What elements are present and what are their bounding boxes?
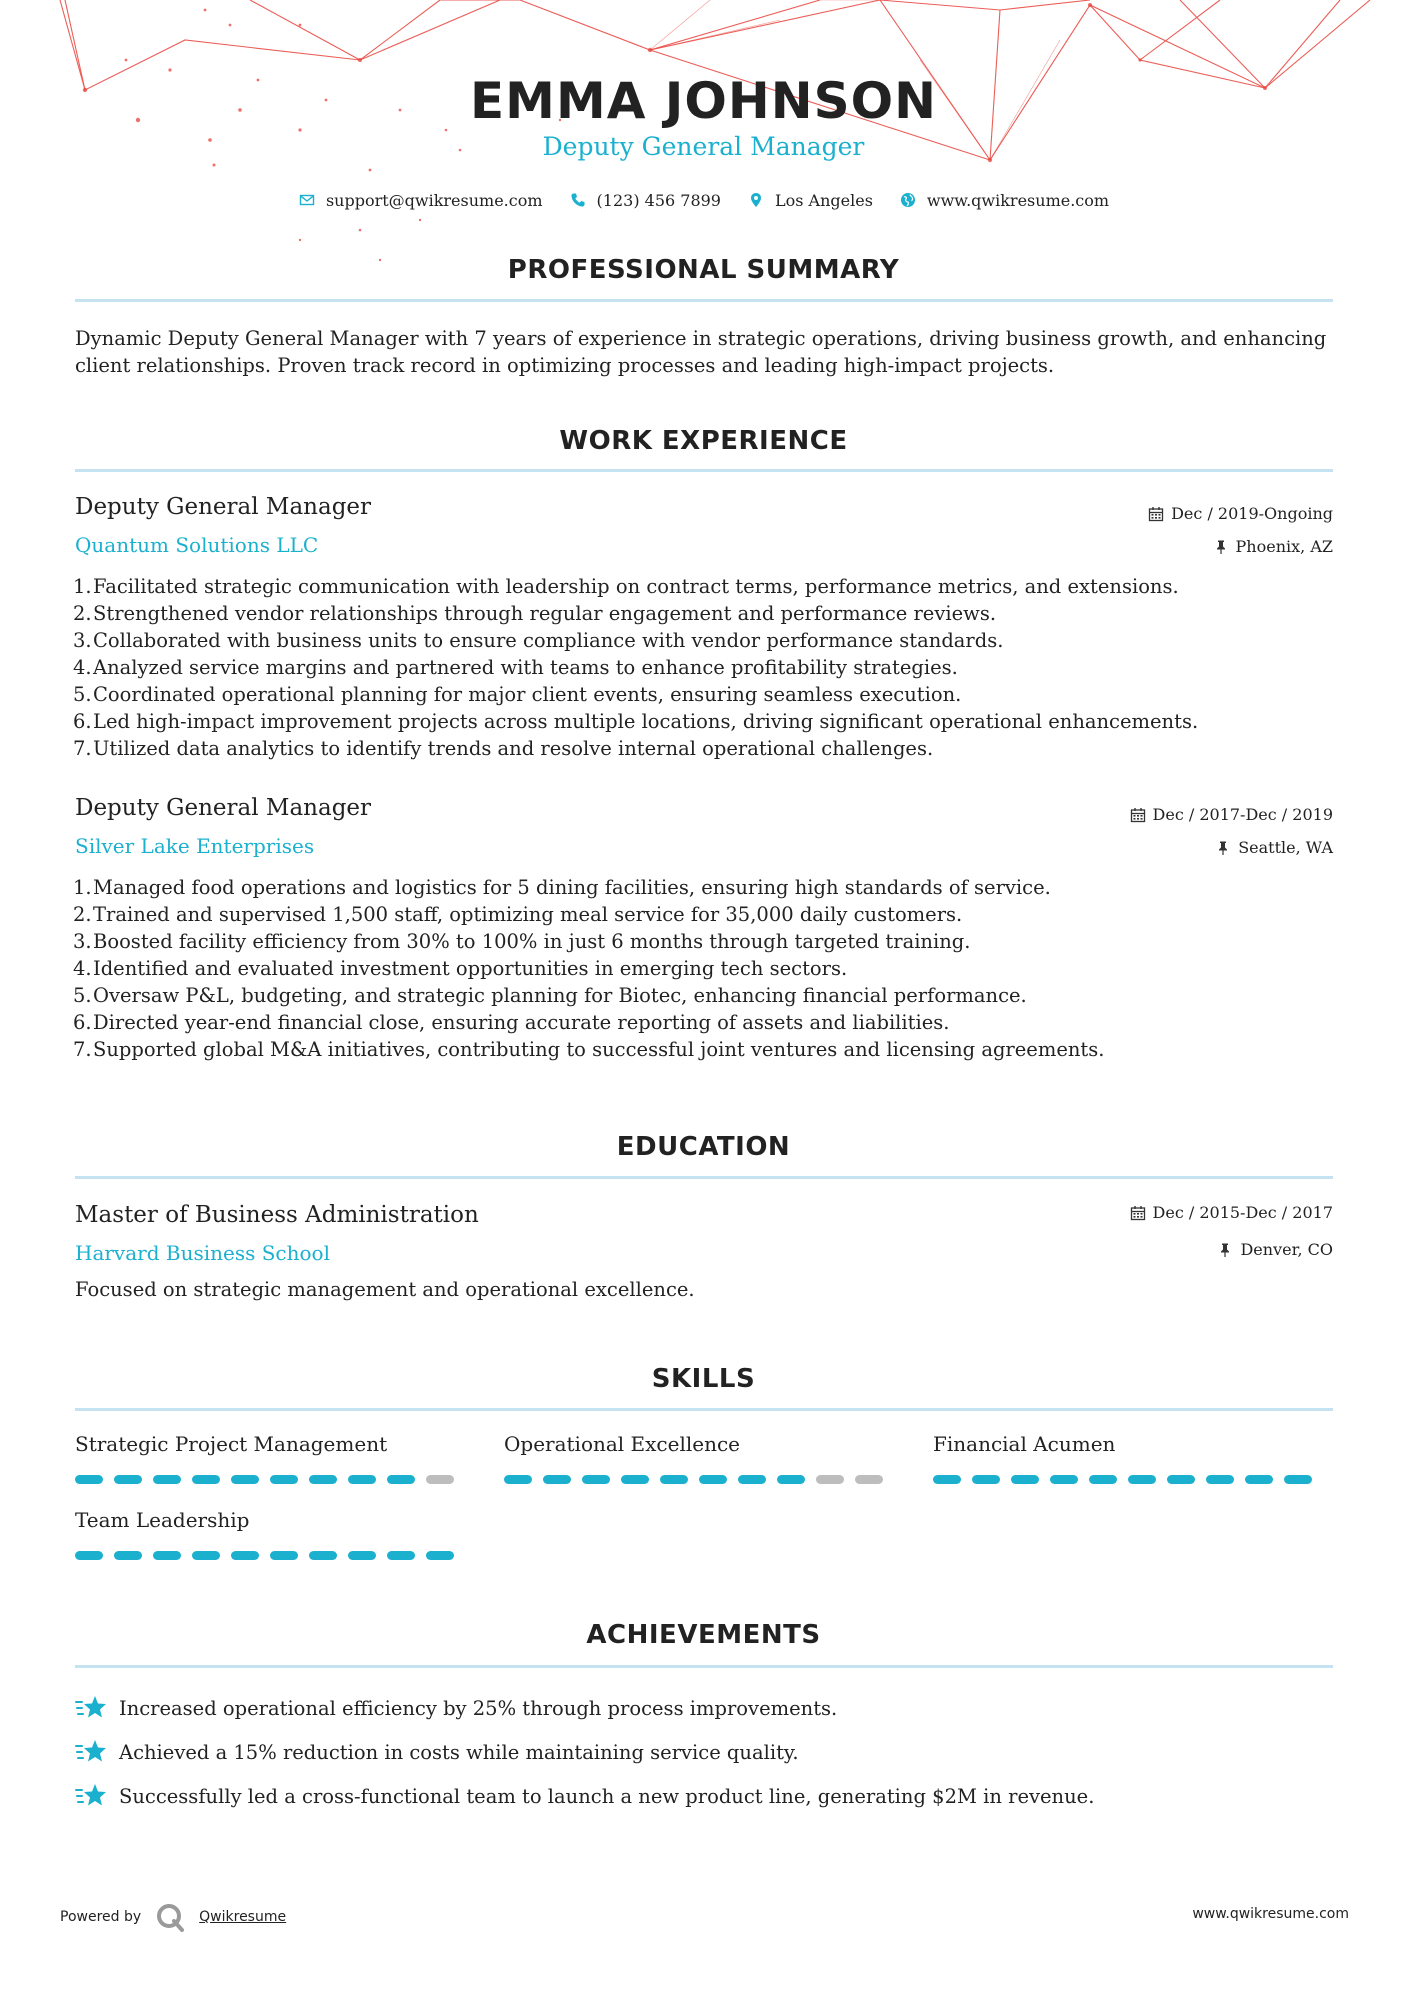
job-2-dates-text: Dec / 2017-Dec / 2019 [1152,805,1333,824]
calendar-icon [1148,506,1164,522]
map-marker-icon [747,191,765,209]
contact-bar [0,188,1407,212]
list-item: 4.Analyzed service margins and partnered with teams to enhance profitability strategies. [73,656,958,679]
pushpin-icon [1217,1242,1233,1258]
skill-segment-filled [777,1475,805,1484]
star-icon [75,1781,107,1811]
skill-name: Financial Acumen [933,1432,1116,1456]
skill-level-bar [75,1475,454,1484]
list-item: 6.Led high-impact improvement projects across multiple locations, driving significant operational enhancements. [73,710,1199,733]
achievement-item [75,1781,1094,1811]
qwikresume-logo-icon [155,1902,185,1932]
summary-text: Dynamic Deputy General Manager with 7 years of experience in strategic operations, driving business growth, and enhancing client relationships. Proven track record in optimizing processes and leading high-impact projects. [75,327,1327,377]
list-item: 1.Managed food operations and logistics for 5 dining facilities, ensuring high standards of service. [73,876,1051,899]
skill-segment-filled [543,1475,571,1484]
education-degree: Master of Business Administration [75,1202,479,1228]
list-item: 3.Boosted facility efficiency from 30% to 100% in just 6 months through targeted training. [73,930,971,953]
skill-name: Operational Excellence [504,1432,741,1456]
skill-segment-filled [387,1475,415,1484]
skill-segment-filled [270,1551,298,1560]
star-icon [75,1737,107,1767]
education-heading: EDUCATION [616,1132,791,1162]
contact-phone[interactable] [569,191,721,210]
education-school: Harvard Business School [75,1241,330,1265]
job-1-dates [1148,504,1333,523]
footer-branding [60,1902,286,1932]
skill-segment-filled [1167,1475,1195,1484]
pushpin-icon [1213,539,1229,555]
globe-icon [899,191,917,209]
skill-segment-filled [270,1475,298,1484]
job-1-dates-text: Dec / 2019-Ongoing [1171,504,1333,523]
skill-segment-filled [153,1551,181,1560]
skill-segment-filled [192,1551,220,1560]
contact-phone-text: (123) 456 7899 [596,190,721,210]
list-item: 5.Oversaw P&L, budgeting, and strategic planning for Biotec, enhancing financial performance. [73,984,1027,1007]
education-dates [1130,1203,1333,1222]
skill-segment-filled [738,1475,766,1484]
skill-segment-filled [309,1475,337,1484]
phone-icon [569,191,587,209]
summary-divider [75,299,1333,302]
calendar-icon [1130,1205,1146,1221]
footer-url[interactable]: www.qwikresume.com [1192,1906,1349,1922]
candidate-name: EMMA JOHNSON [470,72,937,130]
qwikresume-link[interactable]: Qwikresume [199,1909,287,1925]
skill-item [75,1432,455,1456]
skill-segment-filled [1089,1475,1117,1484]
pushpin-icon [1215,840,1231,856]
skill-name: Team Leadership [75,1508,250,1532]
skill-segment-filled [114,1475,142,1484]
education-description: Focused on strategic management and operational excellence. [75,1278,695,1301]
skill-segment-filled [621,1475,649,1484]
contact-website[interactable] [899,191,1109,210]
job-2-location-text: Seattle, WA [1238,838,1333,857]
skill-segment-filled [582,1475,610,1484]
powered-by-label: Powered by [60,1909,142,1925]
skill-segment-filled [387,1551,415,1560]
achievements-heading: ACHIEVEMENTS [586,1620,821,1650]
skill-segment-empty [816,1475,844,1484]
list-item: 7.Supported global M&A initiatives, contributing to successful joint ventures and licensing agreements. [73,1038,1105,1061]
skill-name: Strategic Project Management [75,1432,388,1456]
calendar-icon [1130,807,1146,823]
job-2-title: Deputy General Manager [75,795,372,821]
skill-segment-filled [1284,1475,1312,1484]
job-2-dates [1130,805,1333,824]
skill-segment-filled [1206,1475,1234,1484]
contact-website-text: www.qwikresume.com [926,190,1110,210]
education-dates-text: Dec / 2015-Dec / 2017 [1152,1203,1333,1222]
skill-segment-filled [348,1551,376,1560]
skill-segment-filled [348,1475,376,1484]
job-2-company: Silver Lake Enterprises [75,834,315,858]
skill-segment-filled [75,1475,103,1484]
skill-segment-filled [1050,1475,1078,1484]
job-1-bullets [73,573,1313,762]
achievement-text: Achieved a 15% reduction in costs while maintaining service quality. [119,1740,799,1764]
skill-segment-filled [1011,1475,1039,1484]
skill-segment-filled [972,1475,1000,1484]
education-divider [75,1176,1333,1179]
skill-segment-empty [426,1475,454,1484]
skill-segment-filled [1128,1475,1156,1484]
skill-segment-filled [192,1475,220,1484]
list-item: 1.Facilitated strategic communication with leadership on contract terms, performance metrics, and extensions. [73,575,1179,598]
skill-segment-filled [660,1475,688,1484]
skills-divider [75,1408,1333,1411]
skill-item [933,1432,1313,1456]
star-icon [75,1693,107,1723]
achievement-text: Successfully led a cross-functional team to launch a new product line, generating $2M in revenue. [119,1784,1095,1808]
education-location-text: Denver, CO [1240,1240,1333,1259]
experience-heading: WORK EXPERIENCE [559,426,848,456]
summary-heading: PROFESSIONAL SUMMARY [507,255,900,285]
achievements-divider [75,1665,1333,1668]
experience-divider [75,469,1333,472]
skill-segment-empty [855,1475,883,1484]
skill-segment-filled [309,1551,337,1560]
skill-segment-filled [504,1475,532,1484]
skills-heading: SKILLS [651,1364,756,1394]
envelope-icon [298,191,316,209]
skill-level-bar [933,1475,1312,1484]
contact-email[interactable] [298,191,543,210]
skill-segment-filled [1245,1475,1273,1484]
job-1-company: Quantum Solutions LLC [75,533,319,557]
skill-segment-filled [231,1475,259,1484]
education-location [1217,1240,1333,1259]
contact-location-text: Los Angeles [774,190,873,210]
skill-segment-filled [75,1551,103,1560]
job-1-title: Deputy General Manager [75,494,372,520]
skill-segment-filled [426,1551,454,1560]
skill-segment-filled [699,1475,727,1484]
job-2-location [1215,838,1333,857]
achievement-item [75,1693,837,1723]
skill-segment-filled [231,1551,259,1560]
candidate-role: Deputy General Manager [542,132,865,161]
job-1-location [1213,537,1333,556]
skill-item [504,1432,884,1456]
skill-segment-filled [153,1475,181,1484]
skill-item [75,1508,455,1532]
skill-segment-filled [933,1475,961,1484]
skill-level-bar [504,1475,883,1484]
contact-location [747,191,873,210]
list-item: 4.Identified and evaluated investment opportunities in emerging tech sectors. [73,957,848,980]
job-2-bullets [73,874,1313,1063]
list-item: 6.Directed year-end financial close, ensuring accurate reporting of assets and liabilities. [73,1011,950,1034]
list-item: 3.Collaborated with business units to ensure compliance with vendor performance standards. [73,629,1004,652]
skill-level-bar [75,1551,454,1560]
job-1-location-text: Phoenix, AZ [1235,537,1333,556]
list-item: 7.Utilized data analytics to identify trends and resolve internal operational challenges. [73,737,934,760]
achievement-text: Increased operational efficiency by 25% through process improvements. [119,1696,838,1720]
list-item: 2.Strengthened vendor relationships through regular engagement and performance reviews. [73,602,997,625]
list-item: 5.Coordinated operational planning for major client events, ensuring seamless execution. [73,683,962,706]
skill-segment-filled [114,1551,142,1560]
contact-email-text: support@qwikresume.com [325,190,543,210]
list-item: 2.Trained and supervised 1,500 staff, optimizing meal service for 35,000 daily customers. [73,903,963,926]
achievement-item [75,1737,799,1767]
